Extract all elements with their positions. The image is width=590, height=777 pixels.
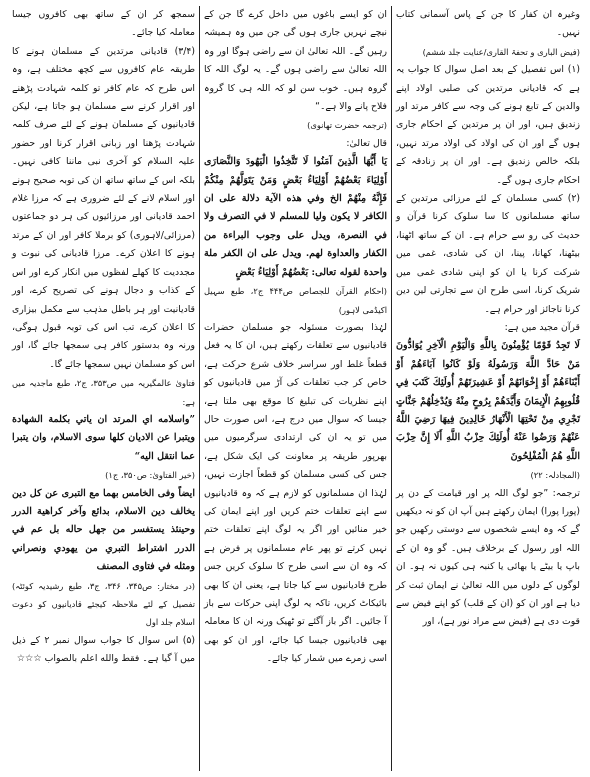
reference-line: (ترجمہ حضرت تھانوی) bbox=[307, 120, 387, 131]
paragraph: (۱) اس تفصیل کے بعد اصل سوال کا جواب یہ ہے کہ قادیانی مرتدین کی صلبی اولاد اپنے والدین کے تابع ہونے کی وجہ سے کافر مرتد اور زندیق ہیں، اور ان پر مرتدین کے احکام جاری ہوں گے اور ان کی اولاد کی اولاد مرتد نہیں، بلکہ خالص زندیق ہے۔ اور ان پر زنادقہ کے احکام جاری ہوں گے۔ bbox=[396, 64, 580, 186]
paragraph: (۲) کسی مسلمان کے لئے مرزائی مرتدین کے ساتھ مسلمانوں کا سا سلوک کرنا قرآن و حدیث کی رو سے حرام ہے۔ ان کے ساتھ اٹھنا، بیٹھنا، کھانا، پینا، ان کی شادی، غمی میں شرکت کرنا یا ان کو اپنی شادی غمی میں شریک کرنا، اسی طرح ان سے تجارتی لین دین کرنا ناجائز اور حرام ہے۔ bbox=[396, 193, 580, 315]
paragraph: قرآن مجید میں ہے: bbox=[504, 321, 580, 333]
arabic-quote: ”واسلامه اي المرتد ان ياتي بكلمة الشهادة ويتبرا عن الاديان كلها سوى الاسلام، وان يتبرا عما انتقل اليه“ bbox=[12, 413, 195, 462]
text-column-left bbox=[8, 6, 200, 771]
reference-line: (در مختار: ص۳۴۵، ۳۴۶، ج۳، طبع رشیدیہ کوئٹہ) تفصیل کے لئے ملاحظہ کیجئے قادیانیوں کو دعوت اسلام جلد اول bbox=[12, 580, 195, 628]
reference-line: (فیض الباری و تحفۃ القاری/عنایت جلد ششم) bbox=[422, 46, 580, 57]
reference-line: (احکام القرآن للجصاص ص۴۴۴ ج۲، طبع سہیل اکیڈمی لاہور) bbox=[204, 286, 388, 315]
paragraph: ترجمہ: ”جو لوگ اللہ پر اور قیامت کے دن پر (پورا پورا) ایمان رکھتے ہیں آپ ان کو نہ دیکھیں گے کہ وہ ایسے شخصوں سے دوستی رکھیں جو اللہ اور رسول کے برخلاف ہیں۔ گو وہ ان کے باپ یا بیٹے یا بھائی یا کنبہ ہی کیوں نہ ہو۔ ان لوگوں کے دلوں میں اللہ تعالیٰ نے ایمان ثبت کر دیا ہے اور ان کو (ان کے قلب) کو اپنے فیض سے قوت دی ہے (فیض سے مراد نور ہے)، اور bbox=[396, 487, 580, 628]
document-page bbox=[6, 6, 584, 771]
reference-line: (خیر الفتاویٰ: ص۳۵۰، ج۱) bbox=[105, 470, 195, 481]
paragraph: لہٰذا بصورت مسئولہ جو مسلمان حضرات قادیانیوں سے تعلقات رکھتے ہیں، ان کا یہ فعل قطعاً غلط اور سراسر خلاف شرع حرکت ہے، خاص کر جب تعلقات کی آڑ میں قادیانیوں کو اپنے نظریات کی تبلیغ کا موقع بھی ملتا ہے، جیسا کہ سوال میں درج ہے، اس صورت حال میں تو یہ ان کی ارتدادی سرگرمیوں میں بھرپور طریقہ پر معاونت کی ایک شکل ہے، جس کی کسی مسلمان کو قطعاً اجازت نہیں، لہٰذا ان مسلمانوں کو لازم ہے کہ وہ قادیانیوں سے اپنے تعلقات ختم کریں اور اپنے ایمان کی خیر منائیں اور اگر یہ لوگ اپنے تعلقات ختم نہیں کرتے تو پھر عام مسلمانوں پر فرض ہے کہ وہ ان سے اسی طرح کا سلوک کریں جس طرح قادیانیوں سے کیا جاتا ہے، یعنی ان کا بھی بائیکاٹ کریں، تاکہ یہ لوگ اپنی حرکات سے باز آ جائیں۔ اگر باز آگئے تو ٹھیک ورنہ ان کا معاملہ بھی قادیانیوں جیسا کیا جائے، اور ان کو بھی اسی زمرے میں شمار کیا جائے۔ bbox=[204, 321, 387, 665]
arabic-quote: ایضاً وفی الخامس بهما مع التبری عن كل دين يخالف دين الاسلام، بدائع وآخر كراهية الدرر وحينئذ يستفسر من جهل حاله بل عم في الدرر اشتراط التبري من يهودي ونصراني ومثله في فتاوى المصنف bbox=[12, 487, 195, 573]
paragraph: وغیرہ ان کفار کا جن کے پاس آسمانی کتاب نہیں۔ bbox=[396, 9, 580, 39]
reference-line: (المجادلہ: ۲۲) bbox=[530, 470, 580, 481]
paragraph: قال تعالیٰ: bbox=[346, 137, 387, 149]
arabic-quote: يَا أَيُّهَا الَّذِينَ آمَنُوا لَا تَتَّخِذُوا الْيَهُودَ وَالنَّصَارَى أَوْلِيَاءَ بَعْضُهُمْ أَوْلِيَاءُ بَعْضٍ وَمَنْ يَتَوَلَّهُمْ مِنْكُمْ فَإِنَّهُ مِنْهُمْ الخ وفي هذه الآية دلالة على ان الكافر لا يكون وليا للمسلم لا في التصرف ولا في النصرة، ويدل على وجوب البراءة من الكفار والعداوة لهم. ويدل على ان الكفر ملة واحدة لقوله تعالى: بَعْضُهُمْ أَوْلِيَاءُ بَعْضٍ bbox=[204, 156, 387, 278]
paragraph: ان کو ایسے باغوں میں داخل کرے گا جن کے نیچے نہریں جاری ہوں گی جن میں وہ ہمیشہ رہیں گے۔ اللہ تعالیٰ ان سے راضی ہوگا اور وہ اللہ تعالیٰ سے راضی ہوں گے۔ یہ لوگ اللہ کا گروہ ہیں۔ خوب سن لو کہ اللہ ہی کا گروہ فلاح پانے والا ہے۔“ bbox=[204, 9, 387, 113]
paragraph: (۵) اس سوال کا جواب سوال نمبر ۲ کے ذیل میں آ گیا ہے۔ فقط والله اعلم بالصواب ☆☆☆ bbox=[12, 634, 195, 665]
text-column-right bbox=[392, 6, 584, 771]
arabic-quote: لَا تَجِدُ قَوْمًا يُؤْمِنُونَ بِاللَّهِ وَالْيَوْمِ الْآخِرِ يُوَادُّونَ مَنْ حَادَّ اللَّهَ وَرَسُولَهُ وَلَوْ كَانُوا آبَاءَهُمْ أَوْ أَبْنَاءَهُمْ أَوْ إِخْوَانَهُمْ أَوْ عَشِيرَتَهُمْ أُولَئِكَ كَتَبَ فِي قُلُوبِهِمُ الْإِيمَانَ وَأَيَّدَهُمْ بِرُوحٍ مِنْهُ وَيُدْخِلُهُمْ جَنَّاتٍ تَجْرِي مِنْ تَحْتِهَا الْأَنْهَارُ خَالِدِينَ فِيهَا رَضِيَ اللَّهُ عَنْهُمْ وَرَضُوا عَنْهُ أُولَئِكَ حِزْبُ اللَّهِ أَلَا إِنَّ حِزْبَ اللَّهِ هُمُ الْمُفْلِحُونَ bbox=[395, 340, 580, 462]
paragraph: (۳/۴) قادیانی مرتدین کے مسلمان ہونے کا طریقہ عام کافروں سے کچھ مختلف ہے، وہ اس طرح کہ عام کافر تو کلمہ شہادت پڑھنے اور اقرار کرنے سے مسلمان ہو جاتا ہے، لیکن قادیانیوں کے مسلمان ہونے کے لئے صرف کلمہ شہادت پڑھنا اور زبانی اقرار کرنا اور حضور علیہ السلام کو آخری نبی ماننا کافی نہیں۔ بلکہ اس کے ساتھ ساتھ ان کی توبہ صحیح ہونے اور اسلام لانے کے لئے ضروری ہے کہ مرزا غلام احمد قادیانی اور مرزائیوں کی ہر دو جماعتوں (مرزائی/لاہوری) کو برملا کافر اور ان کے مرتد ہونے کا اعلان کرے۔ مرزا قادیانی کی نبوت و مجددیت کا کھلے لفظوں میں انکار کرے اور اس کے کذاب و دجال ہونے کی تصریح کرے، اور قادیانیت اور ہر باطل مذہب سے مکمل بیزاری کا اعلان کرے، تب اس کی توبہ قبول ہوگی، ورنہ وہ بدستور کافر ہی سمجھا جائے گا، اور اس کو مسلمان نہیں سمجھا جائے گا۔ bbox=[12, 45, 195, 370]
paragraph: سمجھ کر ان کے ساتھ بھی کافروں جیسا معاملہ کیا جائے۔ bbox=[12, 9, 195, 39]
reference-line: فتاویٰ عالمگیریہ میں ص۳۵۳، ج۲، طبع ماجدیہ میں ہے: bbox=[12, 378, 196, 407]
text-column-middle bbox=[200, 6, 392, 771]
